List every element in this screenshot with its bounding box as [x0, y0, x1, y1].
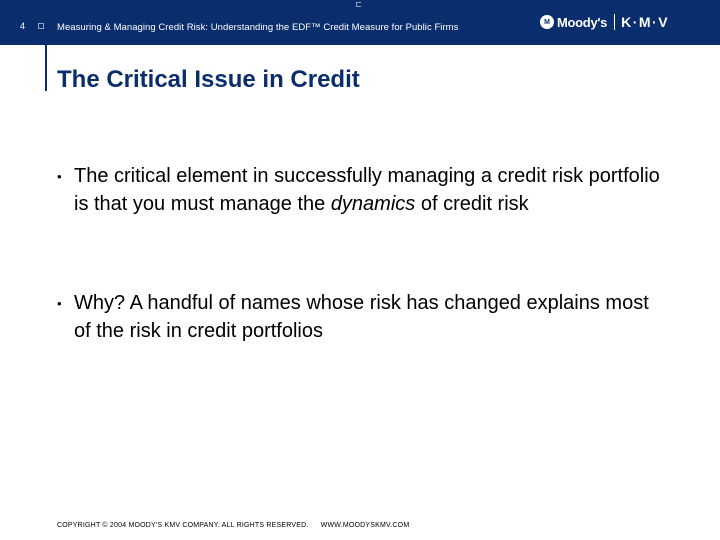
bullet-item — [57, 290, 664, 345]
page-title: The Critical Issue in Credit — [57, 66, 360, 93]
bullet-text-part: The critical element in successfully managing a credit risk portfolio is that you must manage the — [74, 165, 660, 215]
bullet-text — [74, 163, 664, 218]
logo-divider — [614, 14, 615, 30]
bullet-text: Why? A handful of names whose risk has changed explains most of the risk in credit portfolios — [74, 292, 649, 342]
logo-subbrand: K·M·V — [621, 14, 670, 30]
footer — [57, 522, 409, 529]
copyright-notice: COPYRIGHT © 2004 MOODY'S KMV COMPANY. ALL RIGHTS RESERVED. — [57, 522, 309, 529]
slide-number: 4 — [20, 21, 26, 31]
logo-brand-name: Moody's — [557, 14, 608, 30]
company-logo — [540, 12, 669, 32]
footer-url: WWW.MOODYSKMV.COM — [320, 522, 410, 529]
bullet-marker: • — [57, 296, 62, 311]
bullet-emphasis: dynamics — [330, 192, 416, 215]
bullet-marker: • — [57, 169, 62, 184]
bracket-marker-icon — [356, 2, 361, 7]
title-accent-bar — [45, 45, 47, 91]
presentation-title: Measuring & Managing Credit Risk: Understanding the EDF™ Credit Measure for Public Firms — [57, 22, 459, 33]
square-outline-icon — [38, 23, 44, 29]
moodys-seal-icon: M — [540, 15, 554, 29]
bullet-item — [57, 163, 664, 218]
bullet-text-part: of credit risk — [415, 192, 529, 215]
